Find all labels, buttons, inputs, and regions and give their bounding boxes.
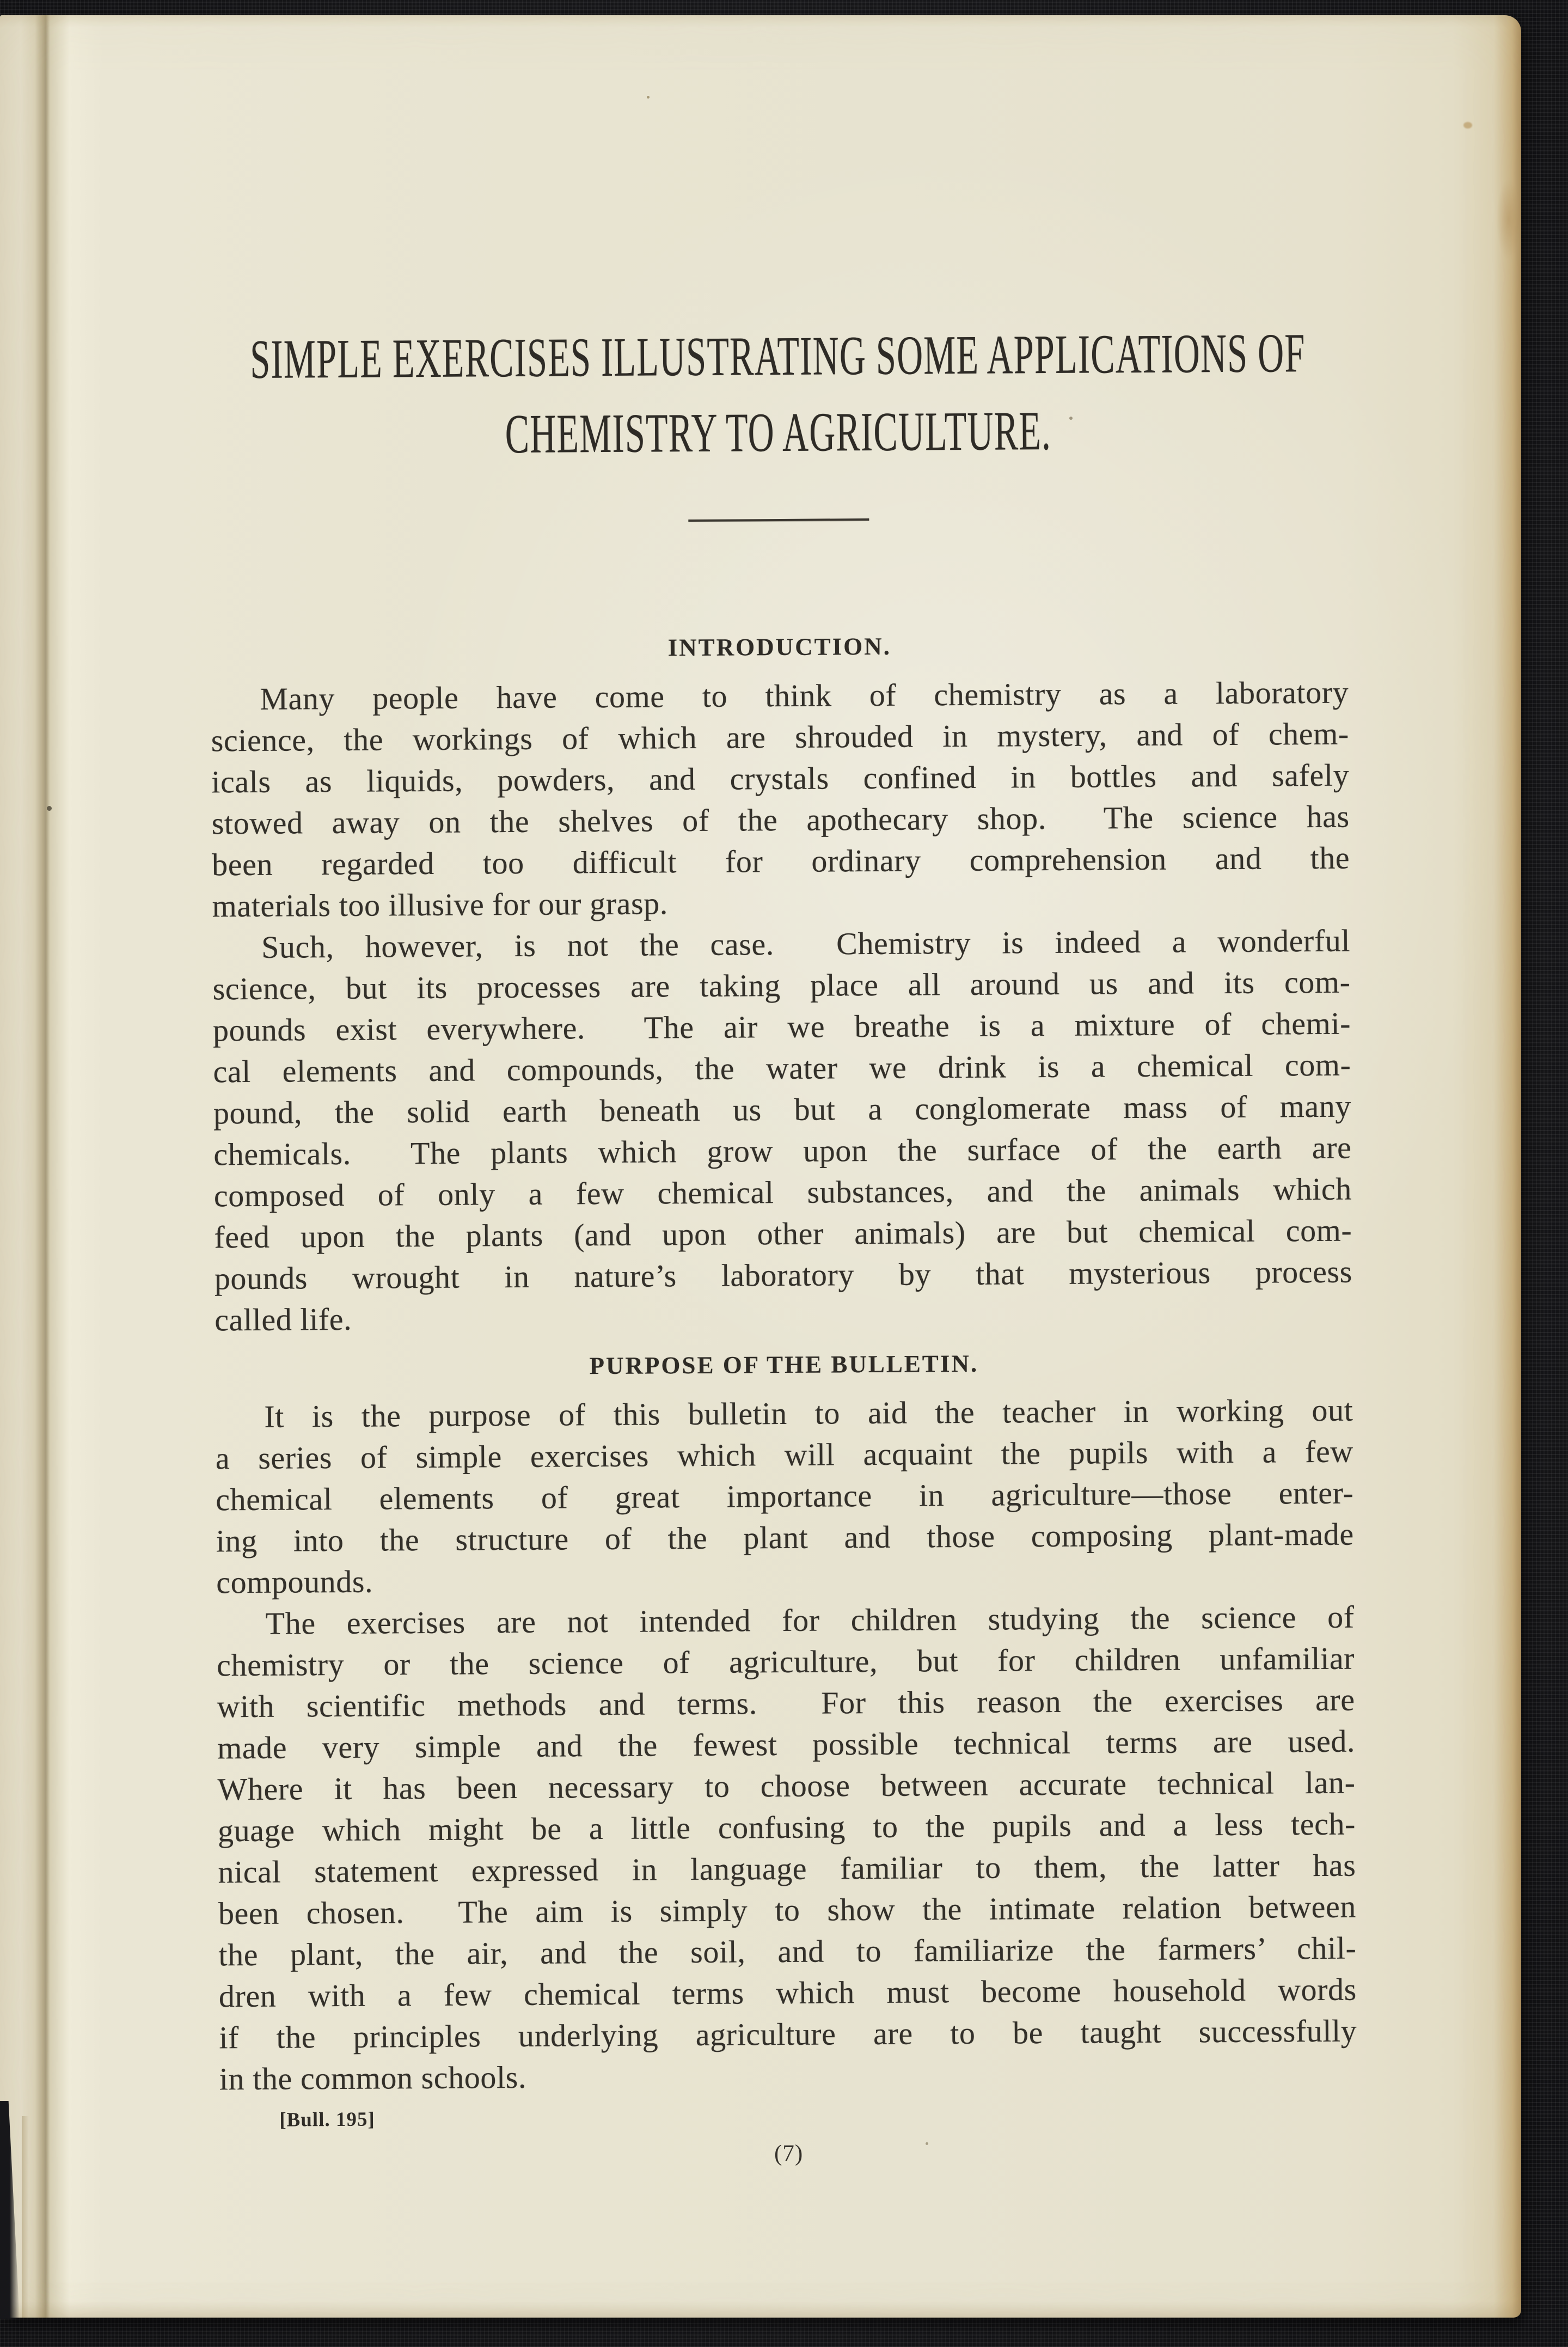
text-line: chemicals. The plants which grow upon the surface of the earth are bbox=[213, 1129, 1352, 1172]
section-heading: PURPOSE OF THE BULLETIN. bbox=[589, 1349, 979, 1380]
sections bbox=[211, 622, 1357, 2100]
section-heading: INTRODUCTION. bbox=[667, 632, 892, 662]
text-line: ing into the structure of the plant and those composing plant-made bbox=[216, 1516, 1354, 1559]
text-line: nical statement expressed in language familiar to them, the latter has bbox=[218, 1847, 1356, 1890]
text-line: science, the workings of which are shrouded in mystery, and of chem- bbox=[211, 716, 1349, 759]
printed-text bbox=[207, 12, 1359, 2321]
paragraph bbox=[211, 672, 1350, 927]
text-line: Where it has been necessary to choose between accurate technical lan- bbox=[217, 1764, 1356, 1807]
text-line: chemical elements of great importance in agriculture—those enter- bbox=[216, 1475, 1354, 1518]
text-line: feed upon the plants (and upon other animals) are but chemical com- bbox=[214, 1212, 1352, 1255]
text-line: dren with a few chemical terms which must become household words bbox=[218, 1971, 1357, 2014]
text-line: icals as liquids, powders, and crystals confined in bottles and safely bbox=[211, 757, 1350, 800]
text-line: in the common schools. bbox=[219, 2059, 527, 2097]
text-line: Such, however, is not the case. Chemistry is indeed a wonderful bbox=[261, 922, 1351, 965]
text-line: stowed away on the shelves of the apothecary shop. The science has bbox=[211, 798, 1350, 841]
text-line: called life. bbox=[215, 1301, 352, 1338]
section bbox=[215, 1340, 1357, 2100]
text-line: cal elements and compounds, the water we drink is a chemical com- bbox=[213, 1047, 1351, 1090]
text-line: It is the purpose of this bulletin to aid the teacher in working out bbox=[264, 1392, 1353, 1434]
text-line: composed of only a few chemical substances, and the animals which bbox=[213, 1171, 1352, 1214]
text-line: pounds exist everywhere. The air we breathe is a mixture of chemi- bbox=[212, 1005, 1351, 1048]
paper-speck bbox=[47, 806, 52, 811]
text-line: Many people have come to think of chemistry as a laboratory bbox=[260, 674, 1349, 717]
paper-stain bbox=[1463, 122, 1472, 129]
document-title-line-1: SIMPLE EXERCISES ILLUSTRATING SOME APPLICATIONS OF bbox=[250, 322, 1306, 390]
text-line: made very simple and the fewest possible technical terms are used. bbox=[217, 1723, 1356, 1766]
text-line: pound, the solid earth beneath us but a conglomerate mass of many bbox=[213, 1088, 1352, 1131]
title-divider-rule bbox=[688, 518, 869, 522]
text-line: compounds. bbox=[216, 1563, 373, 1600]
text-line: The exercises are not intended for children studying the science of bbox=[265, 1599, 1355, 1641]
paragraph bbox=[215, 1390, 1354, 1604]
page-number: (7) bbox=[774, 2140, 804, 2167]
text-line: with scientific methods and terms. For this reason the exercises are bbox=[217, 1682, 1355, 1725]
text-line: science, but its processes are taking place all around us and its com- bbox=[212, 964, 1351, 1007]
page-edge-shadow bbox=[22, 2116, 30, 2318]
paragraph bbox=[216, 1597, 1357, 2100]
text-line: materials too illusive for our grasp. bbox=[212, 885, 669, 924]
text-line: been chosen. The aim is simply to show the intimate relation between bbox=[218, 1888, 1357, 1932]
text-line: been regarded too difficult for ordinary comprehension and the bbox=[211, 840, 1350, 883]
text-line: chemistry or the science of agriculture, but for children unfamiliar bbox=[216, 1640, 1355, 1683]
text-line: if the principles underlying agriculture are to be taught successfully bbox=[219, 2013, 1357, 2056]
paper-stain bbox=[1496, 179, 1521, 260]
document-title-line-2: CHEMISTRY TO AGRICULTURE. bbox=[505, 400, 1052, 466]
book-page bbox=[0, 15, 1521, 2318]
bulletin-number-note: [Bull. 195] bbox=[279, 2108, 375, 2131]
text-line: pounds wrought in nature’s laboratory by that mysterious process bbox=[214, 1254, 1352, 1297]
paragraph bbox=[212, 920, 1353, 1341]
text-line: guage which might be a little confusing to the pupils and a less tech- bbox=[217, 1806, 1356, 1849]
text-line: a series of simple exercises which will acquaint the pupils with a few bbox=[215, 1433, 1353, 1476]
section bbox=[211, 622, 1353, 1341]
text-line: the plant, the air, and the soil, and to familiarize the farmers’ chil- bbox=[218, 1930, 1357, 1973]
